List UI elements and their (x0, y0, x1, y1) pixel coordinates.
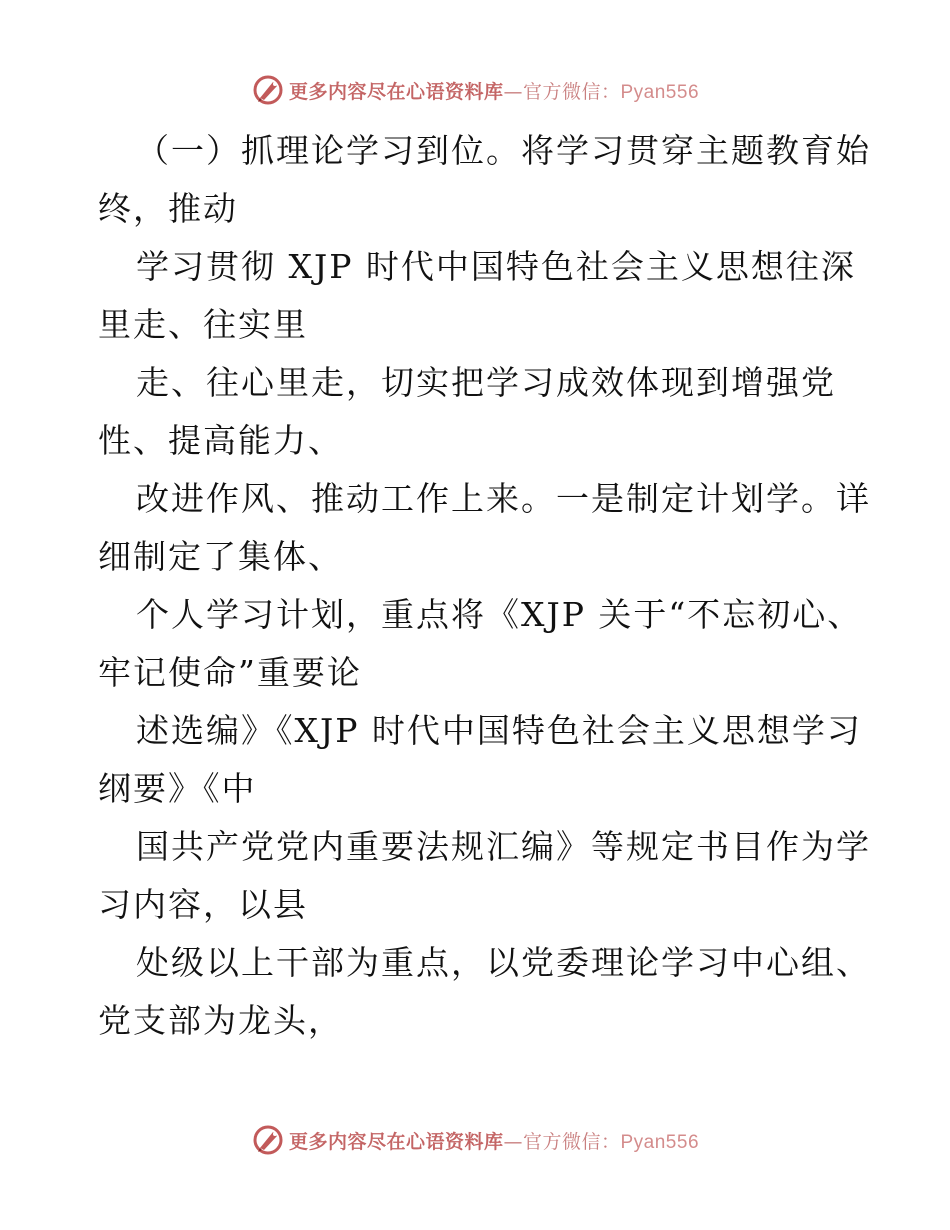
paragraph-line: 述选编》《XJP 时代中国特色社会主义思想学习 (136, 711, 862, 750)
paragraph-line: 细制定了集体、 (98, 537, 343, 576)
paragraph-line: 性、提高能力、 (98, 421, 343, 460)
paragraph-line: 学习贯彻 XJP 时代中国特色社会主义思想往深 (136, 247, 856, 286)
watermark-text (289, 77, 699, 104)
paragraph-line: 党支部为龙头， (98, 1001, 343, 1040)
paragraph-line: 个人学习计划，重点将《XJP 关于“不忘初心、 (136, 595, 863, 634)
watermark-brand: 更多内容尽在心语资料库 (288, 80, 504, 103)
watermark-text (289, 1127, 699, 1154)
pen-logo-icon (251, 73, 285, 107)
watermark-separator: — (503, 80, 523, 103)
watermark-official: 官方微信： (522, 1130, 621, 1153)
paragraph-line: 纲要》《中 (98, 769, 257, 808)
paragraph-line: 里走、往实里 (98, 305, 308, 344)
header-watermark (0, 70, 950, 110)
footer-watermark (0, 1120, 950, 1160)
paragraph-line: （一）抓理论学习到位。将学习贯穿主题教育始 (136, 131, 871, 170)
watermark-account: Pyan556 (620, 81, 700, 103)
watermark-official: 官方微信： (522, 80, 621, 103)
watermark-account: Pyan556 (620, 1131, 700, 1153)
paragraph-line: 习内容，以县 (98, 885, 308, 924)
paragraph-line: 走、往心里走，切实把学习成效体现到增强党 (136, 363, 836, 402)
paragraph-line: 国共产党党内重要法规汇编》等规定书目作为学 (136, 827, 871, 866)
paragraph-line: 牢记使命”重要论 (98, 653, 362, 692)
paragraph-line: 改进作风、推动工作上来。一是制定计划学。详 (136, 479, 871, 518)
paragraph-line: 终，推动 (98, 189, 238, 228)
watermark-brand: 更多内容尽在心语资料库 (288, 1130, 504, 1153)
pen-logo-icon (251, 1123, 285, 1157)
document-body (98, 122, 871, 1050)
watermark-separator: — (503, 1130, 523, 1153)
paragraph-line: 处级以上干部为重点，以党委理论学习中心组、 (136, 943, 871, 982)
